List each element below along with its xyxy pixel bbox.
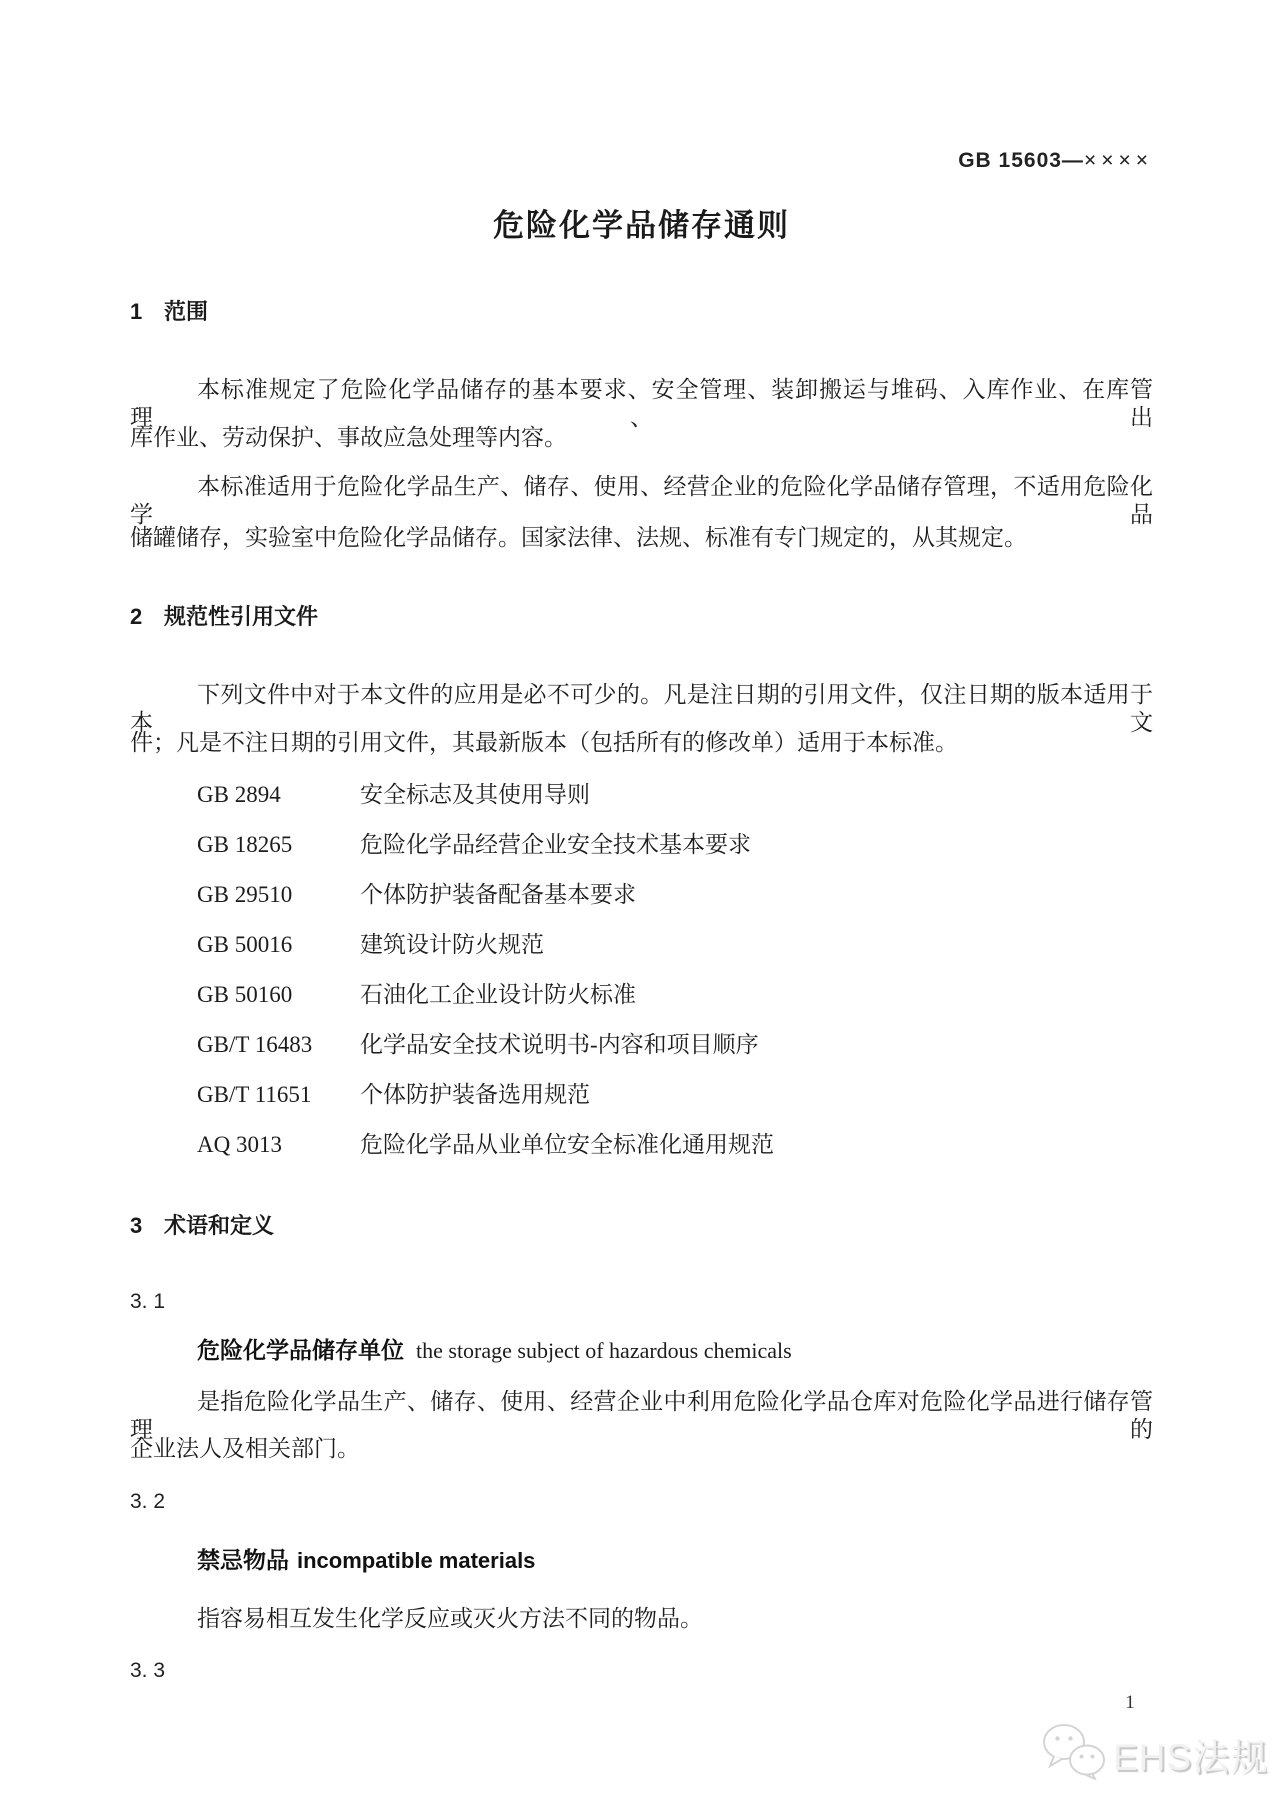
reference-item xyxy=(197,1031,1153,1081)
clause-number-3-1: 3. 1 xyxy=(130,1290,166,1313)
paragraph-line: 储罐储存，实验室中危险化学品储存。国家法律、法规、标准有专门规定的，从其规定。 xyxy=(130,525,1027,550)
paragraph-line: 下列文件中对于本文件的应用是必不可少的。凡是注日期的引用文件，仅注日期的版本适用于本文 xyxy=(130,682,1153,735)
reference-code: GB/T 16483 xyxy=(197,1032,313,1057)
reference-item xyxy=(197,1131,1153,1181)
watermark xyxy=(1042,1722,1269,1785)
term-zh: 禁忌物品 xyxy=(197,1547,289,1573)
reference-title: 危险化学品从业单位安全标准化通用规范 xyxy=(360,1132,774,1157)
term-en: incompatible materials xyxy=(297,1548,536,1573)
doc-number-year-placeholder: ×××× xyxy=(1083,149,1153,172)
definition-line: 指容易相互发生化学反应或灭火方法不同的物品。 xyxy=(197,1606,703,1631)
definition-line: 是指危险化学品生产、储存、使用、经营企业中利用危险化学品仓库对危险化学品进行储存管理的 xyxy=(130,1389,1153,1442)
section-number: 3 xyxy=(130,1213,143,1238)
reference-list xyxy=(197,781,1153,1181)
reference-title: 石油化工企业设计防火标准 xyxy=(360,982,636,1007)
section-heading-label: 规范性引用文件 xyxy=(164,604,319,629)
paragraph-line: 库作业、劳动保护、事故应急处理等内容。 xyxy=(130,425,567,450)
reference-code: GB 50160 xyxy=(197,982,293,1007)
reference-title: 个体防护装备选用规范 xyxy=(360,1082,590,1107)
wechat-icon xyxy=(1042,1722,1108,1785)
reference-title: 化学品安全技术说明书-内容和项目顺序 xyxy=(360,1032,759,1057)
doc-number xyxy=(130,149,1153,173)
reference-item xyxy=(197,1081,1153,1131)
reference-code: GB 29510 xyxy=(197,882,293,907)
reference-title: 危险化学品经营企业安全技术基本要求 xyxy=(360,832,751,857)
reference-code: GB/T 11651 xyxy=(197,1082,312,1107)
section-number: 2 xyxy=(130,604,143,629)
term-definition-title xyxy=(197,1545,1153,1579)
reference-title: 安全标志及其使用导则 xyxy=(360,782,590,807)
clause-number-3-2: 3. 2 xyxy=(130,1490,166,1513)
paragraph-line: 本标准规定了危险化学品储存的基本要求、安全管理、装卸搬运与堆码、入库作业、在库管理、出 xyxy=(130,377,1153,430)
reference-item xyxy=(197,781,1153,831)
definition-line: 企业法人及相关部门。 xyxy=(130,1436,360,1461)
paragraph-line: 本标准适用于危险化学品生产、储存、使用、经营企业的危险化学品储存管理，不适用危险化学品 xyxy=(130,474,1153,527)
section-heading-normative-references xyxy=(130,604,1153,630)
reference-title: 建筑设计防火规范 xyxy=(360,932,544,957)
term-en: the storage subject of hazardous chemicals xyxy=(416,1338,792,1363)
page-title: 危险化学品储存通则 xyxy=(493,208,790,243)
section-heading-label: 术语和定义 xyxy=(164,1213,275,1238)
reference-item xyxy=(197,881,1153,931)
section-heading-label: 范围 xyxy=(164,299,209,324)
reference-item xyxy=(197,931,1153,981)
reference-item xyxy=(197,831,1153,881)
reference-item xyxy=(197,981,1153,1031)
term-zh: 危险化学品储存单位 xyxy=(197,1337,404,1363)
page-number: 1 xyxy=(1125,1692,1135,1713)
term-definition-title xyxy=(197,1335,1153,1369)
reference-title: 个体防护装备配备基本要求 xyxy=(360,882,636,907)
paragraph-line: 件；凡是不注日期的引用文件，其最新版本（包括所有的修改单）适用于本标准。 xyxy=(130,730,958,755)
reference-code: GB 2894 xyxy=(197,782,281,807)
section-heading-terms xyxy=(130,1213,1153,1239)
reference-code: AQ 3013 xyxy=(197,1132,282,1157)
section-heading-scope xyxy=(130,299,1153,325)
clause-number-3-3: 3. 3 xyxy=(130,1659,166,1682)
watermark-text: EHS法规 xyxy=(1113,1736,1269,1778)
section-number: 1 xyxy=(130,299,143,324)
reference-code: GB 18265 xyxy=(197,832,293,857)
reference-code: GB 50016 xyxy=(197,932,293,957)
doc-number-prefix: GB 15603— xyxy=(958,149,1084,172)
